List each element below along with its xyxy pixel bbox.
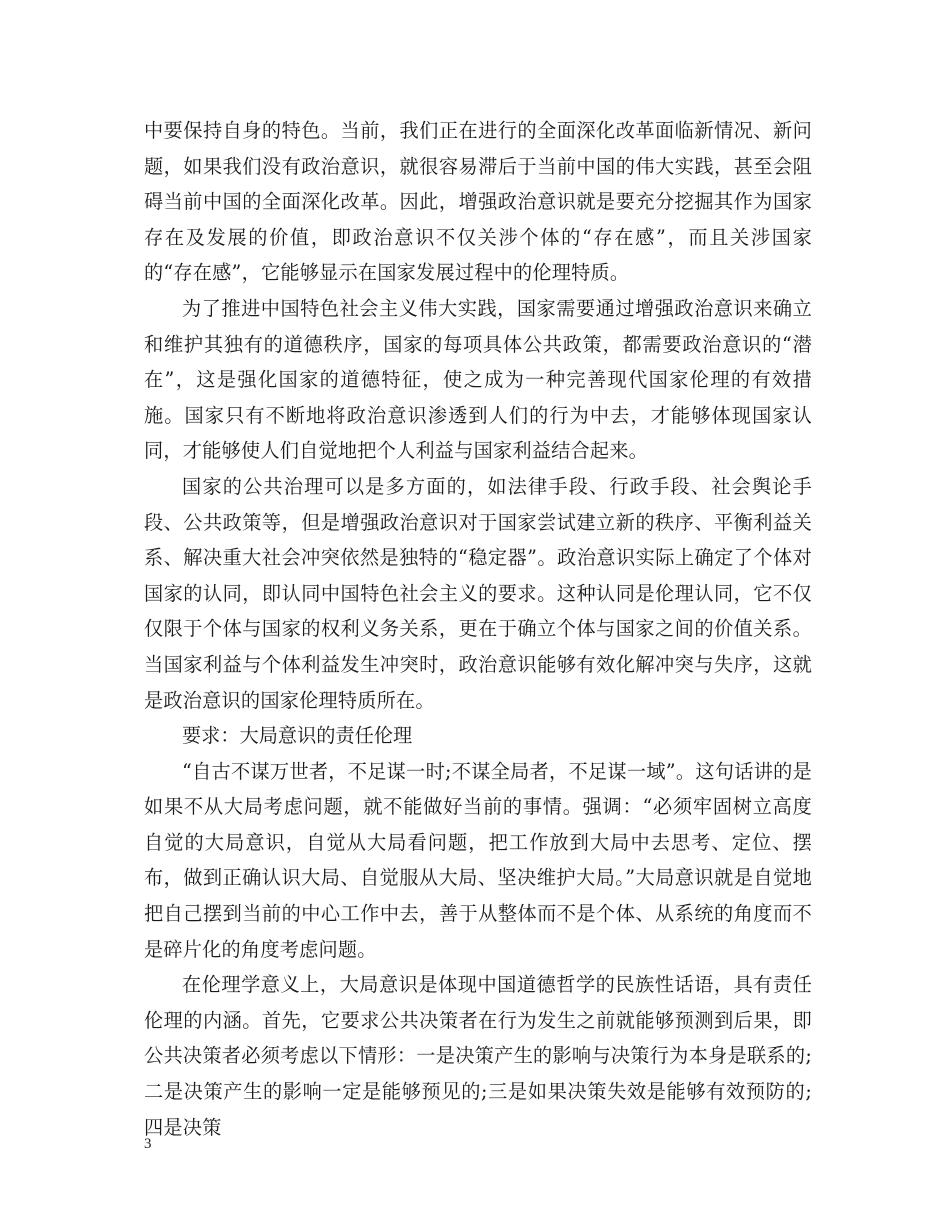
section-heading: 要求：大局意识的责任伦理 xyxy=(182,724,413,748)
paragraph: 国家的公共治理可以是多方面的，如法律手段、行政手段、社会舆论手段、公共政策等，但是增强政治意识对于国家尝试建立新的秩序、平衡利益关系、解决重大社会冲突依然是独特的“稳定器”。政治意识实际上确定了个体对国家的认同，即认同中国特色社会主义的要求。这种认同是伦理认同，它不仅仅限于个体与国家的权利义务关系，更在于确立个体与国家之间的价值关系。当国家利益与个体利益发生冲突时，政治意识能够有效化解冲突与失序，这就是政治意识的国家伦理特质所在。 xyxy=(144,474,812,712)
paragraph: 为了推进中国特色社会主义伟大实践，国家需要通过增强政治意识来确立和维护其独有的道德秩序，国家的每项具体公共政策，都需要政治意识的“潜在”，这是强化国家的道德特征，使之成为一种完善现代国家伦理的有效措施。国家只有不断地将政治意识渗透到人们的行为中去，才能够体现国家认同，才能够使人们自觉地把个人利益与国家利益结合起来。 xyxy=(144,296,812,463)
paragraph-continuation: 中要保持自身的特色。当前，我们正在进行的全面深化改革面临新情况、新问题，如果我们没有政治意识，就很容易滞后于当前中国的伟大实践，甚至会阻碍当前中国的全面深化改革。因此，增强政治意识就是要充分挖掘其作为国家存在及发展的价值，即政治意识不仅关涉个体的“存在感”，而且关涉国家的“存在感”，它能够显示在国家发展过程中的伦理特质。 xyxy=(144,119,812,285)
page-number: 3 xyxy=(144,1136,152,1152)
paragraph: 在伦理学意义上，大局意识是体现中国道德哲学的民族性话语，具有责任伦理的内涵。首先，它要求公共决策者在行为发生之前就能够预测到后果，即公共决策者必须考虑以下情形：一是决策产生的影响与决策行为本身是联系的;二是决策产生的影响一定是能够预见的;三是如果决策失效是能够有效预防的;四是决策 xyxy=(144,973,812,1139)
paragraph: “自古不谋万世者，不足谋一时;不谋全局者，不足谋一域”。这句话讲的是如果不从大局考虑问题，就不能做好当前的事情。强调：“必须牢固树立高度自觉的大局意识，自觉从大局看问题，把工作放到大局中去思考、定位、摆布，做到正确认识大局、自觉服从大局、坚决维护大局。”大局意识就是自觉地把自己摆到当前的中心工作中去，善于从整体而不是个体、从系统的角度而不是碎片化的角度考虑问题。 xyxy=(144,759,812,961)
document-body xyxy=(144,113,812,1145)
